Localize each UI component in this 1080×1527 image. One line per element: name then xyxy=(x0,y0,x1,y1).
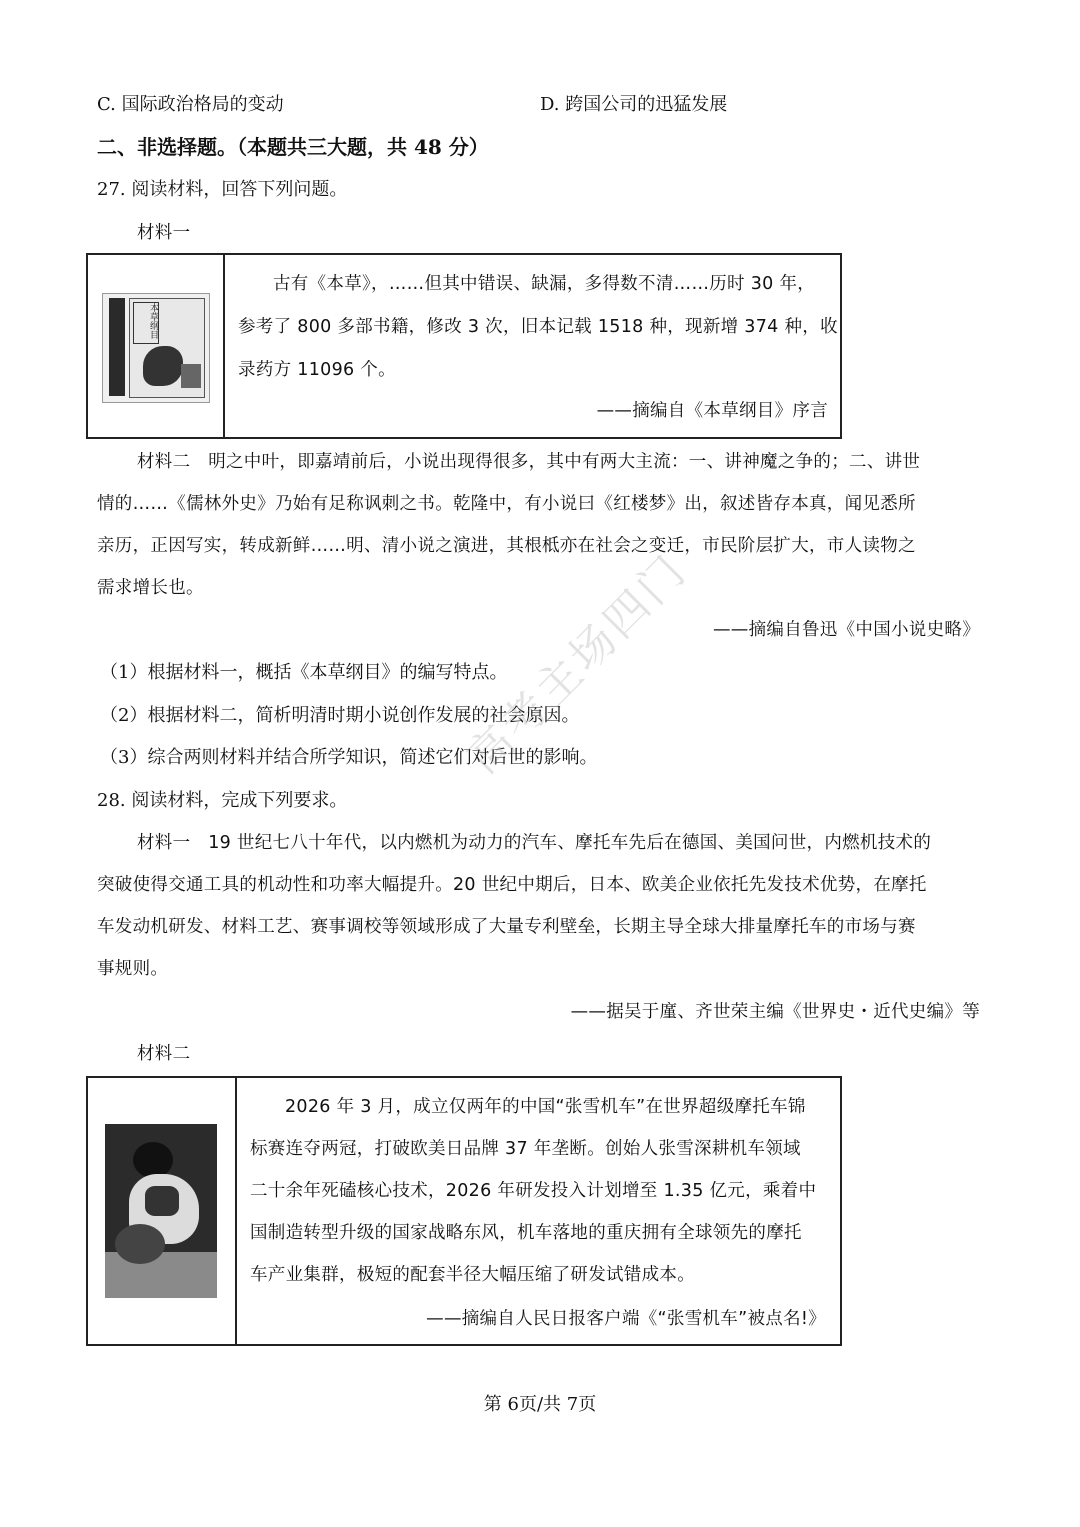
q28-m2-line-5: 车产业集群，极短的配套半径大幅压缩了研发试错成本。 xyxy=(250,1265,695,1285)
q28-m1-line-2: 突破使得交通工具的机动性和功率大幅提升。20 世纪中期后，日本、欧美企业依托先发技术优势，在摩托 xyxy=(97,875,927,895)
option-d: D. 跨国公司的迅猛发展 xyxy=(540,94,728,115)
book-cover-image xyxy=(102,293,210,403)
q28-m2-line-1: 2026 年 3 月，成立仅两年的中国“张雪机车”在世界超级摩托车锦 xyxy=(285,1097,806,1117)
q27-question-3: （3）综合两则材料并结合所学知识，简述它们对后世的影响。 xyxy=(100,747,598,768)
book-cover-title: 本草纲目 xyxy=(133,302,159,344)
q28-m1-line-3: 车发动机研发、材料工艺、赛事调校等领域形成了大量专利壁垒，长期主导全球大排量摩托车的市场与赛 xyxy=(97,917,916,937)
option-c: C. 国际政治格局的变动 xyxy=(97,94,284,115)
q28-stem: 28. 阅读材料，完成下列要求。 xyxy=(97,790,348,811)
q27-stem: 27. 阅读材料，回答下列问题。 xyxy=(97,179,348,200)
motorcycle-photo xyxy=(105,1124,217,1298)
q28-material2-label: 材料二 xyxy=(137,1044,191,1064)
section-title: 二、非选择题。（本题共三大题，共 48 分） xyxy=(97,135,489,159)
q28-m1-line-4: 事规则。 xyxy=(97,959,169,979)
q28-m2-line-3: 二十余年死磕核心技术，2026 年研发投入计划增至 1.35 亿元，乘着中 xyxy=(250,1181,817,1201)
q28-m2-line-2: 标赛连夺两冠，打破欧美日品牌 37 年垄断。创始人张雪深耕机车领域 xyxy=(250,1139,801,1159)
q28-m2-source: ——摘编自人民日报客户端《“张雪机车”被点名!》 xyxy=(426,1309,826,1329)
q28-m2-line-4: 国制造转型升级的国家战略东风，机车落地的重庆拥有全球领先的摩托 xyxy=(250,1223,802,1243)
q28-m1-line-1: 材料一 19 世纪七八十年代，以内燃机为动力的汽车、摩托车先后在德国、美国问世，内燃机技术的 xyxy=(137,833,932,853)
q27-m2-line-1: 材料二 明之中叶，即嘉靖前后，小说出现得很多，其中有两大主流：一、讲神魔之争的；二、讲世 xyxy=(137,452,921,472)
q27-question-2: （2）根据材料二，简析明清时期小说创作发展的社会原因。 xyxy=(100,705,580,726)
q27-m1-line-2: 参考了 800 多部书籍，修改 3 次，旧本记载 1518 种，现新增 374 种，收 xyxy=(238,317,838,337)
q27-m2-source: ——摘编自鲁迅《中国小说史略》 xyxy=(713,620,980,640)
q27-question-1: （1）根据材料一，概括《本草纲目》的编写特点。 xyxy=(100,662,508,683)
q27-m1-source: ——摘编自《本草纲目》序言 xyxy=(596,401,828,421)
q27-material1-label: 材料一 xyxy=(137,223,191,243)
page-footer: 第 6页/共 7页 xyxy=(483,1394,597,1415)
watermark: 高考主场四门 xyxy=(457,544,698,784)
q27-m1-line-3: 录药方 11096 个。 xyxy=(238,360,396,380)
q27-material1-box xyxy=(86,253,842,439)
q27-m1-line-1: 古有《本草》，……但其中错误、缺漏，多得数不清……历时 30 年， xyxy=(273,274,816,294)
q27-m2-line-2: 情的……《儒林外史》乃始有足称讽刺之书。乾隆中，有小说曰《红楼梦》出，叙述皆存本真，闻见悉所 xyxy=(97,494,916,514)
q28-m1-source: ——据吴于廑、齐世荣主编《世界史・近代史编》等 xyxy=(570,1002,980,1022)
q27-m2-line-4: 需求增长也。 xyxy=(97,578,204,598)
q28-material2-box xyxy=(86,1076,842,1346)
q27-m2-line-3: 亲历，正因写实，转成新鲜……明、清小说之演进，其根柢亦在社会之变迁，市民阶层扩大，市人读物之 xyxy=(97,536,916,556)
